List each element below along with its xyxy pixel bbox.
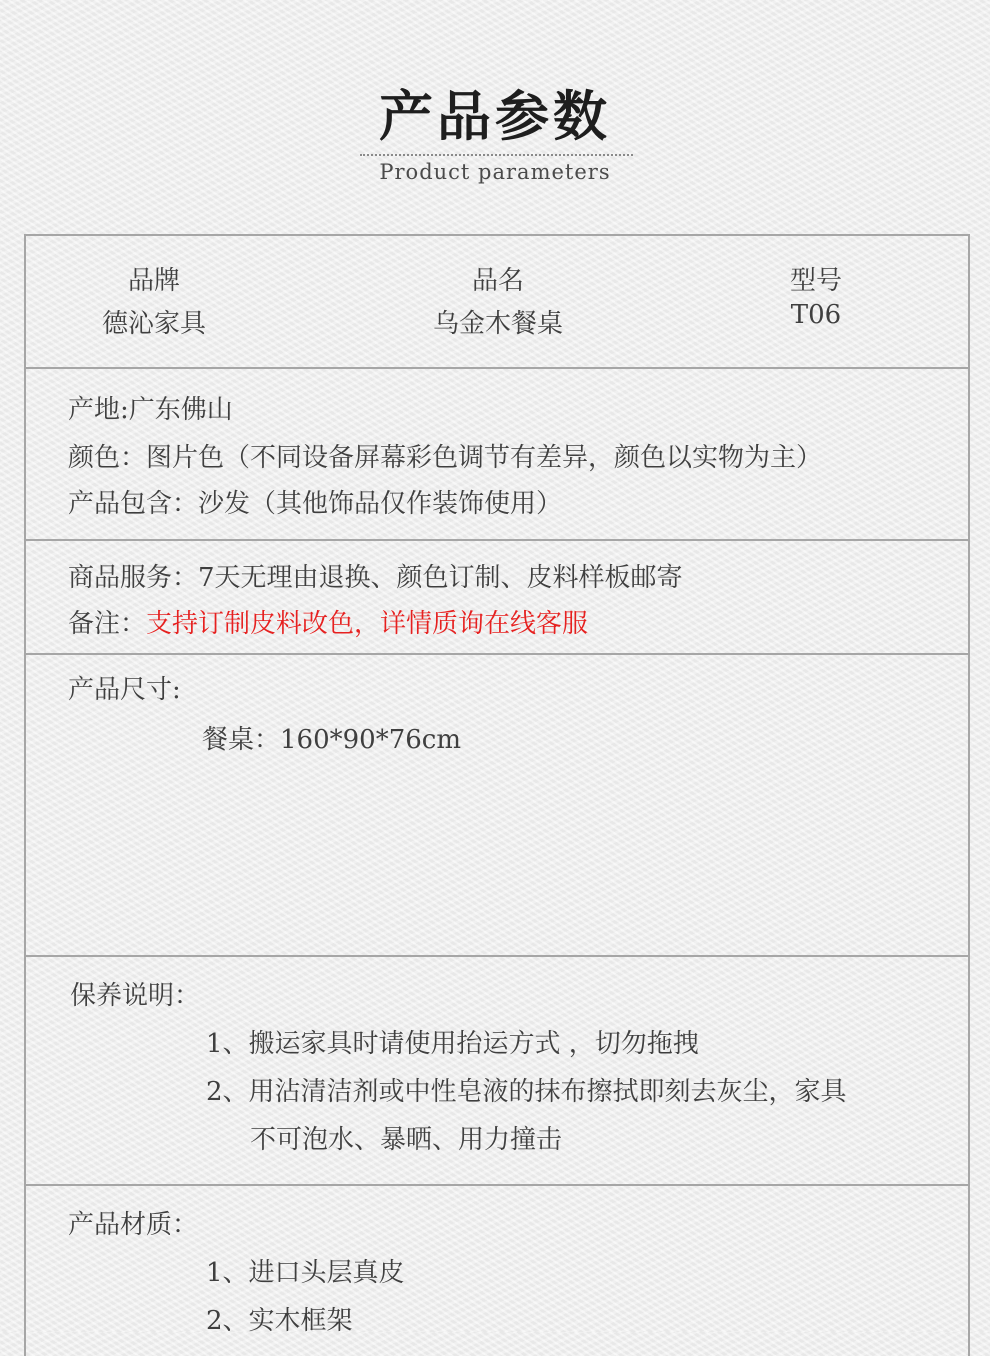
note-value: 支持订制皮料改色，详情质询在线客服 bbox=[146, 609, 589, 639]
brand-value: 德沁家具 bbox=[101, 309, 206, 339]
brand-label: 品牌 bbox=[127, 266, 180, 296]
includes-value: 沙发（其他饰品仅作装饰使用） bbox=[198, 489, 563, 519]
name-value: 乌金木餐桌 bbox=[432, 309, 563, 339]
material-item-1: 1、进口头层真皮 bbox=[206, 1258, 405, 1288]
service-section bbox=[26, 541, 968, 655]
care-label: 保养说明： bbox=[70, 981, 201, 1011]
note-label: 备注： bbox=[68, 609, 147, 639]
page-header bbox=[0, 0, 990, 232]
note-row bbox=[68, 603, 588, 640]
name-label: 品名 bbox=[471, 266, 524, 296]
service-value: 7天无理由退换、颜色订制、皮料样板邮寄 bbox=[198, 563, 683, 593]
title-divider bbox=[360, 154, 633, 156]
service-label: 商品服务： bbox=[68, 563, 199, 593]
care-section bbox=[26, 957, 968, 1186]
page-title: 产品参数 bbox=[379, 85, 611, 148]
includes-label: 产品包含： bbox=[68, 489, 199, 519]
material-section bbox=[26, 1186, 968, 1356]
material-item-2: 2、实木框架 bbox=[206, 1306, 353, 1336]
model-label: 型号 bbox=[789, 266, 842, 296]
includes-row bbox=[68, 483, 562, 520]
service-row bbox=[68, 557, 683, 594]
model-value: T06 bbox=[790, 300, 842, 330]
color-label: 颜色： bbox=[68, 443, 147, 473]
care-item-1: 1、搬运家具时请使用抬运方式 ，切勿拖拽 bbox=[206, 1029, 699, 1059]
color-row bbox=[68, 437, 822, 474]
size-section bbox=[26, 655, 968, 957]
basic-info-section bbox=[26, 236, 968, 369]
color-value: 图片色（不同设备屏幕彩色调节有差异，颜色以实物为主） bbox=[146, 443, 823, 473]
care-item-2-line-2: 不可泡水、暴晒、用力撞击 bbox=[250, 1125, 563, 1155]
parameters-table bbox=[24, 234, 970, 1356]
care-item-2-line-1: 2、用沾清洁剂或中性皂液的抹布擦拭即刻去灰尘，家具 bbox=[206, 1077, 847, 1107]
size-label: 产品尺寸: bbox=[68, 675, 181, 705]
page-subtitle: Product parameters bbox=[379, 160, 611, 184]
origin-text: 产地:广东佛山 bbox=[68, 395, 233, 425]
material-label: 产品材质： bbox=[68, 1210, 199, 1240]
origin-section bbox=[26, 369, 968, 541]
size-item: 餐桌：160*90*76cm bbox=[202, 725, 462, 755]
